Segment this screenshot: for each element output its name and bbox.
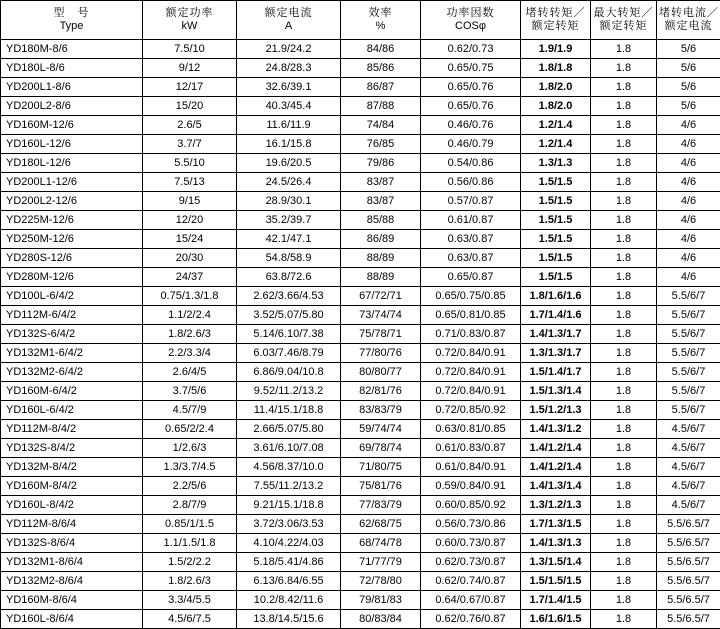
cell-rated-power: 9/15 [143, 192, 237, 211]
table-row [1, 116, 720, 135]
cell-locked-rotor-current-ratio: 5.5/6.5/7 [657, 534, 720, 553]
cell-max-torque-ratio: 1.8 [591, 268, 657, 287]
cell-locked-rotor-current-ratio: 5.5/6.5/7 [657, 572, 720, 591]
cell-rated-current: 9.21/15.1/18.8 [237, 496, 341, 515]
cell-model: YD132M2-8/6/4 [1, 572, 143, 591]
cell-locked-rotor-torque-ratio: 1.7/1.4/1.6 [521, 306, 591, 325]
table-body [1, 40, 720, 629]
cell-max-torque-ratio: 1.8 [591, 572, 657, 591]
table-row [1, 382, 720, 401]
cell-model: YD180M-8/6 [1, 40, 143, 59]
cell-model: YD132S-8/4/2 [1, 439, 143, 458]
cell-rated-current: 3.61/6.10/7.08 [237, 439, 341, 458]
cell-efficiency: 77/80/76 [341, 344, 421, 363]
cell-rated-power: 1.3/3.7/4.5 [143, 458, 237, 477]
cell-locked-rotor-current-ratio: 5/6 [657, 78, 720, 97]
cell-efficiency: 83/87 [341, 173, 421, 192]
cell-rated-power: 1.8/2.6/3 [143, 325, 237, 344]
cell-efficiency: 84/86 [341, 40, 421, 59]
cell-rated-current: 11.4/15.1/18.8 [237, 401, 341, 420]
cell-rated-current: 24.5/26.4 [237, 173, 341, 192]
cell-locked-rotor-torque-ratio: 1.8/1.6/1.6 [521, 287, 591, 306]
cell-locked-rotor-current-ratio: 4/6 [657, 116, 720, 135]
cell-locked-rotor-torque-ratio: 1.5/1.3/1.4 [521, 382, 591, 401]
cell-max-torque-ratio: 1.8 [591, 477, 657, 496]
cell-efficiency: 74/84 [341, 116, 421, 135]
cell-max-torque-ratio: 1.8 [591, 553, 657, 572]
cell-rated-current: 9.52/11.2/13.2 [237, 382, 341, 401]
cell-locked-rotor-current-ratio: 4/6 [657, 192, 720, 211]
cell-power-factor: 0.56/0.73/0.86 [421, 515, 521, 534]
cell-power-factor: 0.65/0.81/0.85 [421, 306, 521, 325]
cell-locked-rotor-torque-ratio: 1.3/1.2/1.3 [521, 496, 591, 515]
cell-rated-current: 24.8/28.3 [237, 59, 341, 78]
cell-rated-current: 13.8/14.5/15.6 [237, 610, 341, 629]
table-row [1, 344, 720, 363]
cell-model: YD160L-8/6/4 [1, 610, 143, 629]
cell-rated-power: 3.7/5/6 [143, 382, 237, 401]
cell-model: YD160M-12/6 [1, 116, 143, 135]
cell-rated-current: 32.6/39.1 [237, 78, 341, 97]
cell-model: YD180L-8/6 [1, 59, 143, 78]
cell-model: YD200L1-8/6 [1, 78, 143, 97]
cell-locked-rotor-current-ratio: 4/6 [657, 211, 720, 230]
cell-rated-current: 40.3/45.4 [237, 97, 341, 116]
cell-locked-rotor-current-ratio: 5.5/6/7 [657, 344, 720, 363]
column-header-rated-power: 额定功率 kW [143, 1, 237, 40]
cell-rated-current: 4.56/8.37/10.0 [237, 458, 341, 477]
cell-model: YD132M1-8/6/4 [1, 553, 143, 572]
cell-rated-current: 6.03/7.46/8.79 [237, 344, 341, 363]
table-row [1, 401, 720, 420]
cell-model: YD112M-8/6/4 [1, 515, 143, 534]
cell-max-torque-ratio: 1.8 [591, 192, 657, 211]
cell-locked-rotor-current-ratio: 5.5/6.5/7 [657, 553, 720, 572]
cell-power-factor: 0.65/0.75/0.85 [421, 287, 521, 306]
cell-model: YD180L-12/6 [1, 154, 143, 173]
cell-locked-rotor-torque-ratio: 1.4/1.3/1.7 [521, 325, 591, 344]
cell-power-factor: 0.60/0.73/0.87 [421, 534, 521, 553]
cell-locked-rotor-current-ratio: 4.5/6/7 [657, 477, 720, 496]
cell-model: YD132S-6/4/2 [1, 325, 143, 344]
cell-efficiency: 77/83/79 [341, 496, 421, 515]
cell-power-factor: 0.62/0.76/0.87 [421, 610, 521, 629]
cell-rated-current: 7.55/11.2/13.2 [237, 477, 341, 496]
cell-power-factor: 0.54/0.86 [421, 154, 521, 173]
table-row [1, 40, 720, 59]
cell-model: YD160L-12/6 [1, 135, 143, 154]
cell-rated-power: 7.5/10 [143, 40, 237, 59]
cell-max-torque-ratio: 1.8 [591, 135, 657, 154]
cell-power-factor: 0.46/0.79 [421, 135, 521, 154]
cell-power-factor: 0.46/0.76 [421, 116, 521, 135]
table-row [1, 496, 720, 515]
cell-power-factor: 0.61/0.87 [421, 211, 521, 230]
cell-locked-rotor-torque-ratio: 1.3/1.3 [521, 154, 591, 173]
cell-rated-current: 21.9/24.2 [237, 40, 341, 59]
cell-rated-current: 42.1/47.1 [237, 230, 341, 249]
column-header-rated-current: 额定电流 A [237, 1, 341, 40]
cell-efficiency: 71/77/79 [341, 553, 421, 572]
cell-locked-rotor-torque-ratio: 1.3/1.5/1.4 [521, 553, 591, 572]
cell-model: YD132M1-6/4/2 [1, 344, 143, 363]
cell-locked-rotor-current-ratio: 4/6 [657, 249, 720, 268]
table-row [1, 515, 720, 534]
cell-rated-power: 1.1/1.5/1.8 [143, 534, 237, 553]
cell-rated-power: 2.8/7/9 [143, 496, 237, 515]
cell-efficiency: 80/83/84 [341, 610, 421, 629]
cell-locked-rotor-torque-ratio: 1.7/1.3/1.5 [521, 515, 591, 534]
cell-model: YD160M-8/6/4 [1, 591, 143, 610]
table-row [1, 477, 720, 496]
column-header-locked-rotor-torque-ratio: 堵转转矩／ 额定转矩 [521, 1, 591, 40]
cell-efficiency: 69/78/74 [341, 439, 421, 458]
cell-efficiency: 75/81/76 [341, 477, 421, 496]
cell-rated-power: 2.6/5 [143, 116, 237, 135]
cell-locked-rotor-current-ratio: 5/6 [657, 59, 720, 78]
cell-locked-rotor-current-ratio: 4.5/6/7 [657, 458, 720, 477]
cell-max-torque-ratio: 1.8 [591, 363, 657, 382]
cell-rated-current: 6.13/6.84/6.55 [237, 572, 341, 591]
table-row [1, 610, 720, 629]
cell-model: YD160L-8/4/2 [1, 496, 143, 515]
cell-max-torque-ratio: 1.8 [591, 78, 657, 97]
cell-model: YD250M-12/6 [1, 230, 143, 249]
cell-max-torque-ratio: 1.8 [591, 97, 657, 116]
cell-rated-power: 7.5/13 [143, 173, 237, 192]
cell-model: YD132M-8/4/2 [1, 458, 143, 477]
cell-model: YD100L-6/4/2 [1, 287, 143, 306]
table-row [1, 458, 720, 477]
cell-locked-rotor-torque-ratio: 1.8/2.0 [521, 97, 591, 116]
cell-locked-rotor-torque-ratio: 1.4/1.3/1.4 [521, 477, 591, 496]
cell-rated-current: 35.2/39.7 [237, 211, 341, 230]
cell-locked-rotor-torque-ratio: 1.4/1.3/1.2 [521, 420, 591, 439]
cell-model: YD112M-8/4/2 [1, 420, 143, 439]
cell-efficiency: 88/89 [341, 249, 421, 268]
cell-locked-rotor-torque-ratio: 1.5/1.5 [521, 192, 591, 211]
cell-efficiency: 79/86 [341, 154, 421, 173]
cell-power-factor: 0.63/0.87 [421, 230, 521, 249]
column-header-type: 型 号 Type [1, 1, 143, 40]
cell-efficiency: 80/80/77 [341, 363, 421, 382]
cell-efficiency: 76/85 [341, 135, 421, 154]
cell-model: YD160L-6/4/2 [1, 401, 143, 420]
cell-locked-rotor-current-ratio: 4/6 [657, 154, 720, 173]
cell-rated-power: 3.3/4/5.5 [143, 591, 237, 610]
cell-rated-power: 3.7/7 [143, 135, 237, 154]
table-row [1, 135, 720, 154]
column-header-max-torque-ratio: 最大转矩／ 额定转矩 [591, 1, 657, 40]
cell-model: YD280M-12/6 [1, 268, 143, 287]
cell-efficiency: 67/72/71 [341, 287, 421, 306]
cell-model: YD200L2-8/6 [1, 97, 143, 116]
cell-max-torque-ratio: 1.8 [591, 325, 657, 344]
cell-efficiency: 75/78/71 [341, 325, 421, 344]
cell-model: YD200L2-12/6 [1, 192, 143, 211]
cell-rated-current: 3.72/3.06/3.53 [237, 515, 341, 534]
cell-locked-rotor-torque-ratio: 1.5/1.5 [521, 211, 591, 230]
cell-efficiency: 62/68/75 [341, 515, 421, 534]
cell-max-torque-ratio: 1.8 [591, 116, 657, 135]
cell-max-torque-ratio: 1.8 [591, 230, 657, 249]
cell-locked-rotor-current-ratio: 5.5/6/7 [657, 287, 720, 306]
table-row [1, 59, 720, 78]
table-row [1, 97, 720, 116]
cell-rated-power: 12/17 [143, 78, 237, 97]
cell-locked-rotor-current-ratio: 4/6 [657, 230, 720, 249]
cell-rated-current: 28.9/30.1 [237, 192, 341, 211]
table-row [1, 249, 720, 268]
table-row [1, 173, 720, 192]
cell-locked-rotor-current-ratio: 5.5/6/7 [657, 382, 720, 401]
table-row [1, 306, 720, 325]
cell-locked-rotor-current-ratio: 5/6 [657, 40, 720, 59]
cell-locked-rotor-torque-ratio: 1.9/1.9 [521, 40, 591, 59]
cell-max-torque-ratio: 1.8 [591, 382, 657, 401]
cell-rated-power: 20/30 [143, 249, 237, 268]
header-row [1, 1, 720, 40]
cell-efficiency: 87/88 [341, 97, 421, 116]
cell-rated-current: 6.86/9.04/10.8 [237, 363, 341, 382]
cell-max-torque-ratio: 1.8 [591, 59, 657, 78]
cell-max-torque-ratio: 1.8 [591, 420, 657, 439]
table-row [1, 439, 720, 458]
cell-rated-power: 2.2/3.3/4 [143, 344, 237, 363]
cell-model: YD280S-12/6 [1, 249, 143, 268]
cell-locked-rotor-torque-ratio: 1.8/1.8 [521, 59, 591, 78]
cell-locked-rotor-torque-ratio: 1.6/1.6/1.5 [521, 610, 591, 629]
cell-rated-current: 10.2/8.42/11.6 [237, 591, 341, 610]
cell-rated-current: 5.18/5.41/4.86 [237, 553, 341, 572]
cell-rated-power: 12/20 [143, 211, 237, 230]
cell-locked-rotor-current-ratio: 5.5/6/7 [657, 306, 720, 325]
table-header [1, 1, 720, 40]
table-row [1, 154, 720, 173]
table-row [1, 363, 720, 382]
cell-power-factor: 0.72/0.84/0.91 [421, 363, 521, 382]
cell-model: YD132M2-6/4/2 [1, 363, 143, 382]
cell-power-factor: 0.59/0.84/0.91 [421, 477, 521, 496]
cell-efficiency: 85/86 [341, 59, 421, 78]
cell-power-factor: 0.72/0.84/0.91 [421, 344, 521, 363]
cell-locked-rotor-torque-ratio: 1.5/1.5 [521, 249, 591, 268]
cell-locked-rotor-torque-ratio: 1.7/1.4/1.5 [521, 591, 591, 610]
cell-rated-power: 1.1/2/2.4 [143, 306, 237, 325]
cell-power-factor: 0.65/0.75 [421, 59, 521, 78]
cell-max-torque-ratio: 1.8 [591, 439, 657, 458]
cell-locked-rotor-torque-ratio: 1.5/1.5 [521, 268, 591, 287]
cell-max-torque-ratio: 1.8 [591, 306, 657, 325]
cell-locked-rotor-torque-ratio: 1.4/1.3/1.3 [521, 534, 591, 553]
cell-max-torque-ratio: 1.8 [591, 249, 657, 268]
cell-efficiency: 85/88 [341, 211, 421, 230]
cell-power-factor: 0.62/0.73/0.87 [421, 553, 521, 572]
cell-rated-power: 1.8/2.6/3 [143, 572, 237, 591]
cell-max-torque-ratio: 1.8 [591, 287, 657, 306]
cell-max-torque-ratio: 1.8 [591, 40, 657, 59]
cell-locked-rotor-torque-ratio: 1.5/1.5 [521, 230, 591, 249]
cell-max-torque-ratio: 1.8 [591, 515, 657, 534]
cell-rated-current: 2.66/5.07/5.80 [237, 420, 341, 439]
cell-locked-rotor-torque-ratio: 1.4/1.2/1.4 [521, 458, 591, 477]
cell-rated-power: 4.5/6/7.5 [143, 610, 237, 629]
cell-locked-rotor-current-ratio: 5.5/6.5/7 [657, 591, 720, 610]
cell-power-factor: 0.65/0.76 [421, 78, 521, 97]
cell-locked-rotor-current-ratio: 5.5/6.5/7 [657, 610, 720, 629]
cell-rated-current: 63.8/72.6 [237, 268, 341, 287]
table-row [1, 325, 720, 344]
cell-locked-rotor-torque-ratio: 1.5/1.5 [521, 173, 591, 192]
cell-efficiency: 72/78/80 [341, 572, 421, 591]
column-header-power-factor: 功率因数 COSφ [421, 1, 521, 40]
cell-rated-power: 9/12 [143, 59, 237, 78]
cell-power-factor: 0.65/0.87 [421, 268, 521, 287]
cell-locked-rotor-torque-ratio: 1.5/1.2/1.3 [521, 401, 591, 420]
cell-rated-power: 15/20 [143, 97, 237, 116]
cell-locked-rotor-current-ratio: 4/6 [657, 135, 720, 154]
cell-locked-rotor-current-ratio: 4.5/6/7 [657, 439, 720, 458]
cell-model: YD225M-12/6 [1, 211, 143, 230]
cell-max-torque-ratio: 1.8 [591, 534, 657, 553]
cell-power-factor: 0.62/0.74/0.87 [421, 572, 521, 591]
cell-power-factor: 0.72/0.85/0.92 [421, 401, 521, 420]
cell-locked-rotor-current-ratio: 5.5/6/7 [657, 401, 720, 420]
cell-model: YD160M-8/4/2 [1, 477, 143, 496]
cell-locked-rotor-current-ratio: 4.5/6/7 [657, 496, 720, 515]
table-row [1, 591, 720, 610]
table-row [1, 534, 720, 553]
table-row [1, 553, 720, 572]
cell-efficiency: 82/81/76 [341, 382, 421, 401]
cell-power-factor: 0.63/0.87 [421, 249, 521, 268]
cell-power-factor: 0.63/0.81/0.85 [421, 420, 521, 439]
table-row [1, 192, 720, 211]
cell-power-factor: 0.61/0.84/0.91 [421, 458, 521, 477]
cell-model: YD112M-6/4/2 [1, 306, 143, 325]
cell-power-factor: 0.56/0.86 [421, 173, 521, 192]
table-row [1, 572, 720, 591]
cell-locked-rotor-current-ratio: 5.5/6.5/7 [657, 515, 720, 534]
cell-locked-rotor-torque-ratio: 1.2/1.4 [521, 116, 591, 135]
cell-power-factor: 0.65/0.76 [421, 97, 521, 116]
cell-locked-rotor-current-ratio: 4/6 [657, 173, 720, 192]
cell-efficiency: 88/89 [341, 268, 421, 287]
cell-locked-rotor-torque-ratio: 1.8/2.0 [521, 78, 591, 97]
cell-power-factor: 0.71/0.83/0.87 [421, 325, 521, 344]
cell-rated-power: 4.5/7/9 [143, 401, 237, 420]
cell-rated-current: 19.6/20.5 [237, 154, 341, 173]
cell-efficiency: 73/74/74 [341, 306, 421, 325]
cell-rated-current: 5.14/6.10/7.38 [237, 325, 341, 344]
cell-locked-rotor-torque-ratio: 1.5/1.4/1.7 [521, 363, 591, 382]
cell-max-torque-ratio: 1.8 [591, 154, 657, 173]
cell-rated-power: 2.6/4/5 [143, 363, 237, 382]
table-row [1, 287, 720, 306]
cell-max-torque-ratio: 1.8 [591, 211, 657, 230]
cell-efficiency: 71/80/75 [341, 458, 421, 477]
cell-model: YD160M-6/4/2 [1, 382, 143, 401]
cell-rated-power: 0.75/1.3/1.8 [143, 287, 237, 306]
cell-locked-rotor-torque-ratio: 1.3/1.3/1.7 [521, 344, 591, 363]
table-row [1, 420, 720, 439]
cell-rated-power: 1/2.6/3 [143, 439, 237, 458]
cell-power-factor: 0.57/0.87 [421, 192, 521, 211]
cell-power-factor: 0.72/0.84/0.91 [421, 382, 521, 401]
cell-rated-current: 16.1/15.8 [237, 135, 341, 154]
cell-locked-rotor-current-ratio: 5.5/6/7 [657, 363, 720, 382]
cell-locked-rotor-current-ratio: 5.5/6/7 [657, 325, 720, 344]
cell-rated-current: 3.52/5.07/5.80 [237, 306, 341, 325]
column-header-locked-rotor-current-ratio: 堵转电流／ 额定电流 [657, 1, 720, 40]
cell-rated-current: 54.8/58.9 [237, 249, 341, 268]
column-header-efficiency: 效率 % [341, 1, 421, 40]
cell-efficiency: 68/74/78 [341, 534, 421, 553]
cell-efficiency: 86/87 [341, 78, 421, 97]
cell-rated-power: 24/37 [143, 268, 237, 287]
table-row [1, 230, 720, 249]
cell-model: YD132S-8/6/4 [1, 534, 143, 553]
cell-efficiency: 83/87 [341, 192, 421, 211]
table-row [1, 78, 720, 97]
cell-rated-power: 0.65/2/2.4 [143, 420, 237, 439]
cell-rated-current: 2.62/3.66/4.53 [237, 287, 341, 306]
cell-rated-current: 4.10/4.22/4.03 [237, 534, 341, 553]
cell-max-torque-ratio: 1.8 [591, 458, 657, 477]
cell-max-torque-ratio: 1.8 [591, 591, 657, 610]
cell-max-torque-ratio: 1.8 [591, 610, 657, 629]
cell-power-factor: 0.60/0.85/0.92 [421, 496, 521, 515]
cell-max-torque-ratio: 1.8 [591, 173, 657, 192]
cell-locked-rotor-torque-ratio: 1.4/1.2/1.4 [521, 439, 591, 458]
cell-efficiency: 59/74/74 [341, 420, 421, 439]
cell-max-torque-ratio: 1.8 [591, 344, 657, 363]
cell-model: YD200L1-12/6 [1, 173, 143, 192]
cell-locked-rotor-current-ratio: 4/6 [657, 268, 720, 287]
cell-rated-power: 0.85/1/1.5 [143, 515, 237, 534]
table-row [1, 268, 720, 287]
cell-power-factor: 0.61/0.83/0.87 [421, 439, 521, 458]
cell-rated-current: 11.6/11.9 [237, 116, 341, 135]
cell-efficiency: 86/89 [341, 230, 421, 249]
cell-rated-power: 1.5/2/2.2 [143, 553, 237, 572]
cell-rated-power: 15/24 [143, 230, 237, 249]
cell-rated-power: 2.2/5/6 [143, 477, 237, 496]
cell-rated-power: 5.5/10 [143, 154, 237, 173]
cell-max-torque-ratio: 1.8 [591, 401, 657, 420]
cell-efficiency: 83/83/79 [341, 401, 421, 420]
cell-locked-rotor-current-ratio: 4.5/6/7 [657, 420, 720, 439]
cell-power-factor: 0.64/0.67/0.87 [421, 591, 521, 610]
cell-efficiency: 79/81/83 [341, 591, 421, 610]
cell-locked-rotor-current-ratio: 5/6 [657, 97, 720, 116]
cell-locked-rotor-torque-ratio: 1.2/1.4 [521, 135, 591, 154]
cell-locked-rotor-torque-ratio: 1.5/1.5/1.5 [521, 572, 591, 591]
cell-max-torque-ratio: 1.8 [591, 496, 657, 515]
table-row [1, 211, 720, 230]
cell-power-factor: 0.62/0.73 [421, 40, 521, 59]
